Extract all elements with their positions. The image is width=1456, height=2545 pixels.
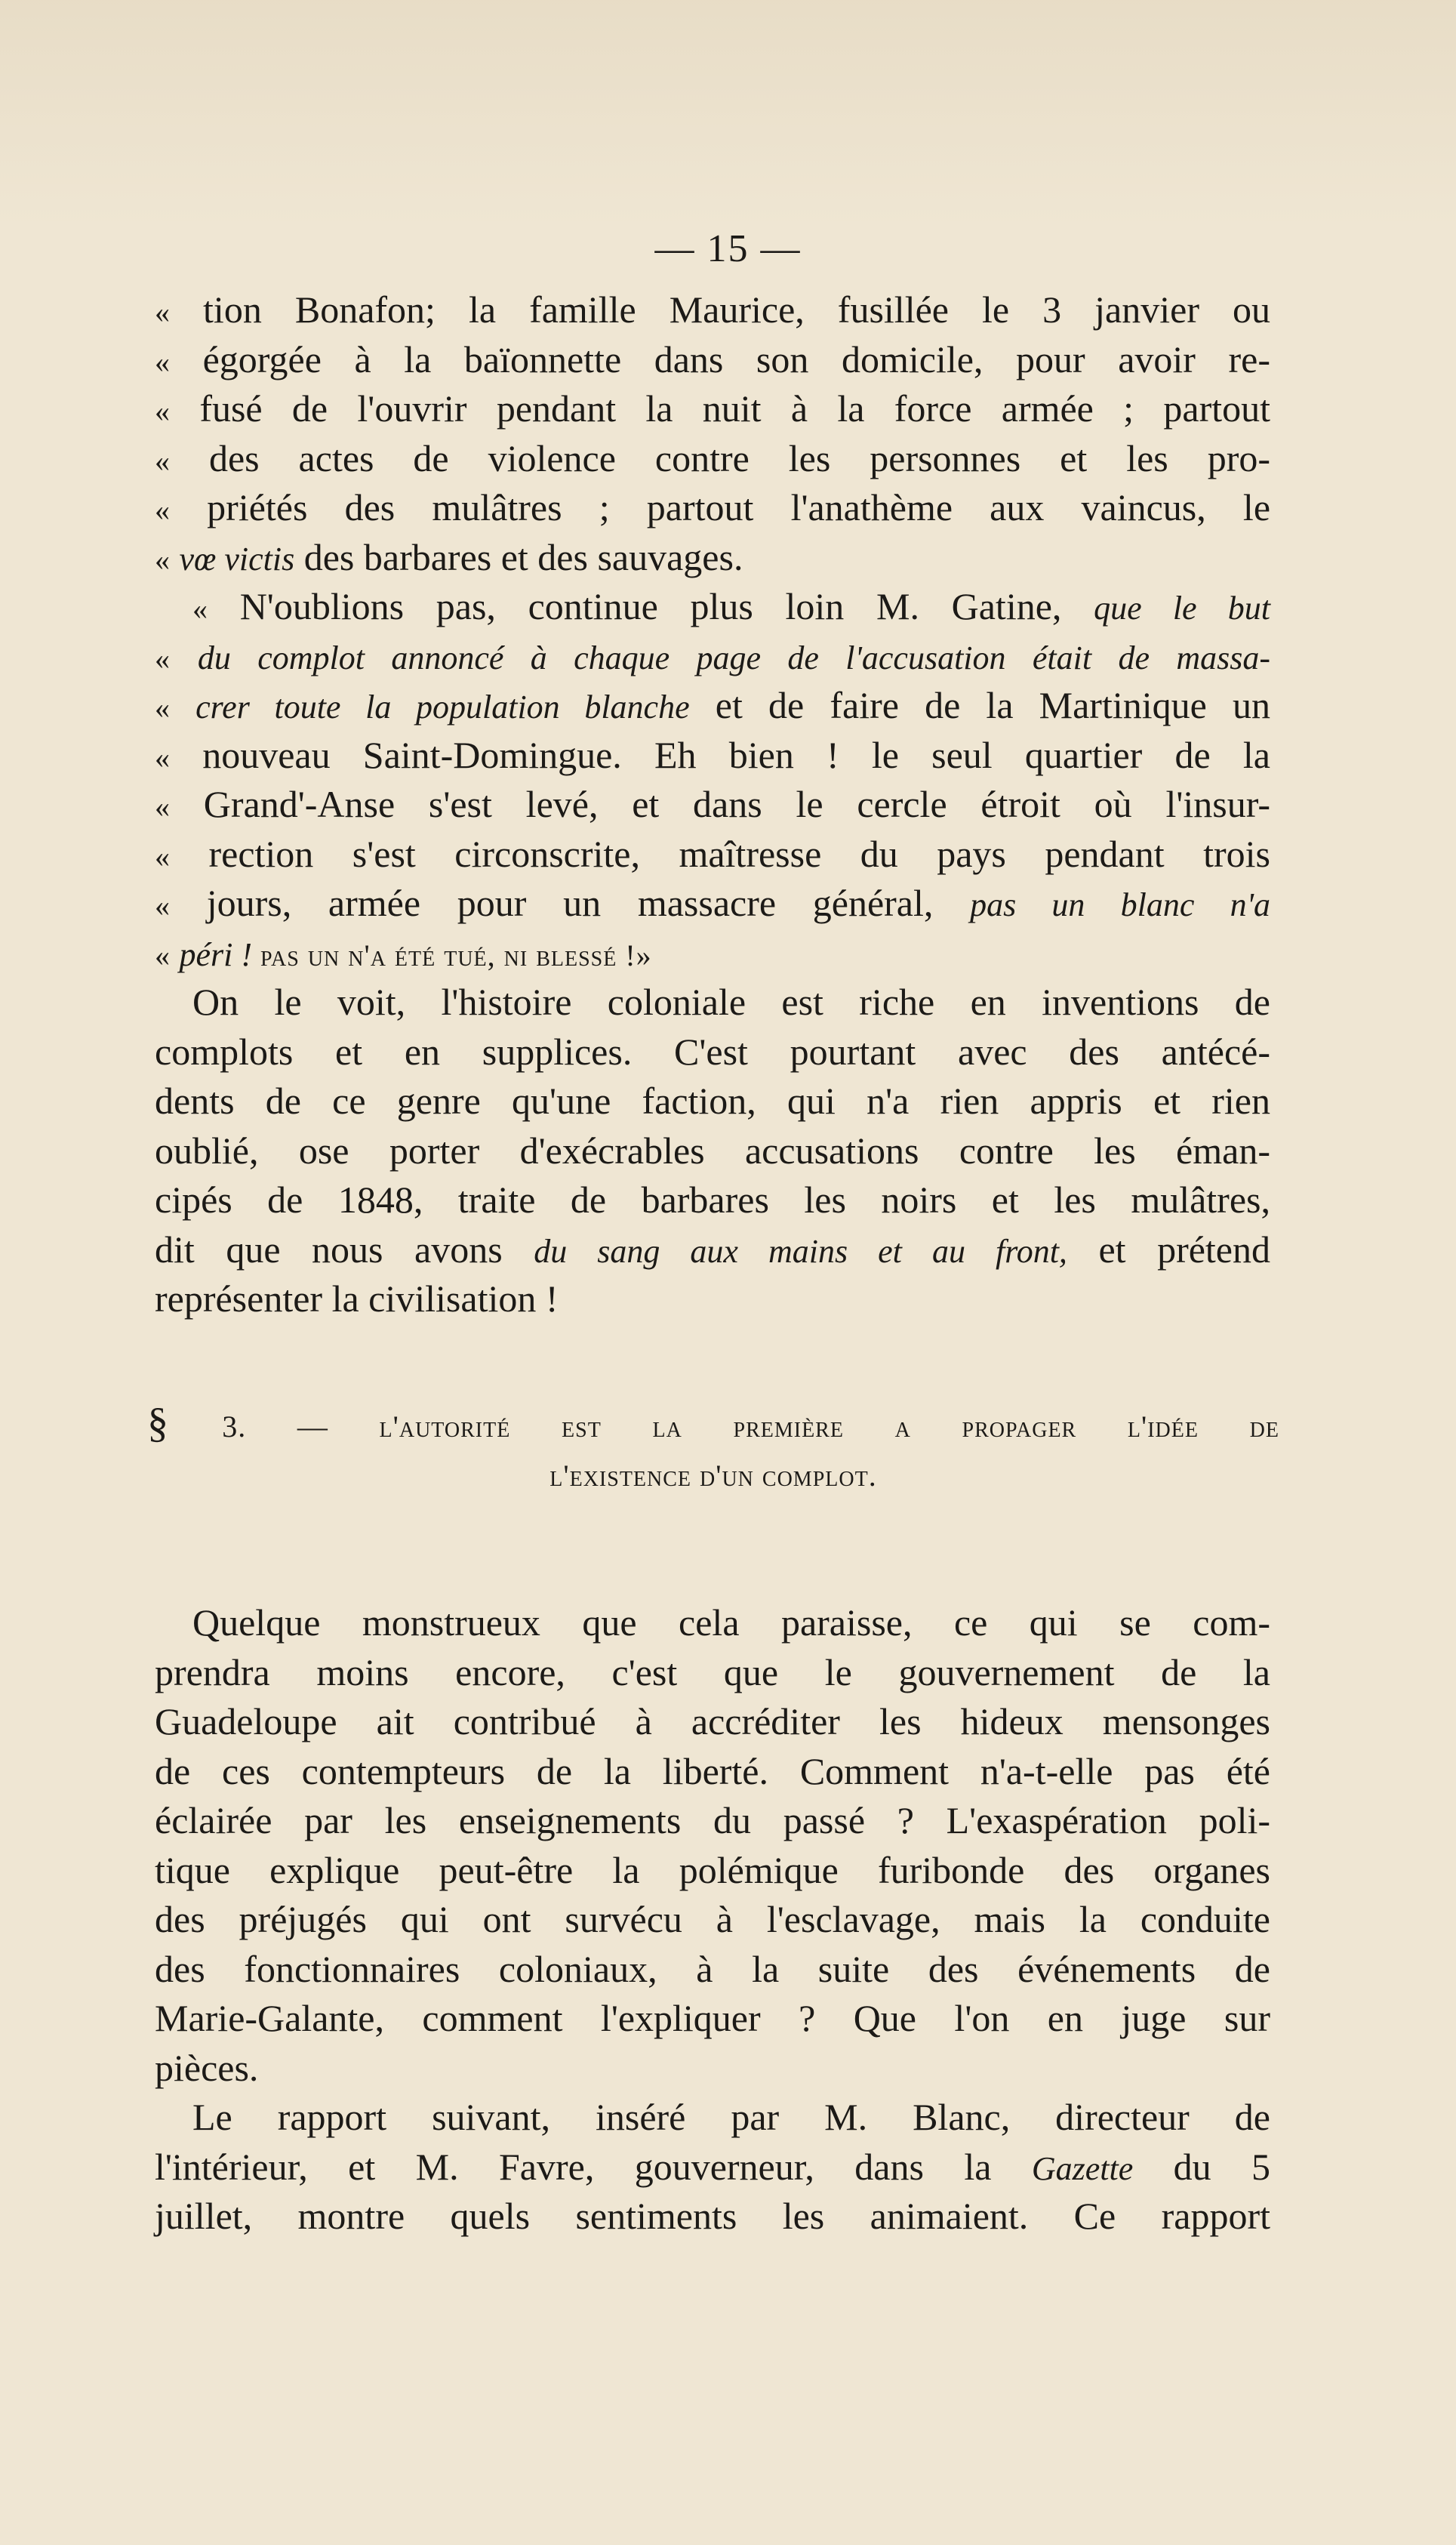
quote-line: « Grand'-Anse s'est levé, et dans le cercle étroit où l'insur- [155, 783, 1270, 825]
paragraph [155, 1598, 1270, 2093]
paragraph [155, 978, 1270, 1324]
quote-line: « rection s'est circonscrite, maîtresse du pays pendant trois [155, 832, 1271, 875]
quote-line: « des actes de violence contre les personnes et les pro- [155, 436, 1270, 479]
paragraph-line: cipés de 1848, traite de barbares les noirs et les mulâtres, [155, 1179, 1270, 1221]
paragraph-line: juillet, montre quels sentiments les animaient. Ce rapport [155, 2195, 1270, 2237]
paragraph-line: Quelque monstrueux que cela paraisse, ce qui se com- [192, 1601, 1270, 1644]
quote-line: « crer toute la population blanche et de faire de la Martinique un [155, 684, 1270, 726]
paragraph-line: des fonctionnaires coloniaux, à la suite des événements de [155, 1947, 1270, 1990]
quote-line: « égorgée à la baïonnette dans son domicile, pour avoir re- [155, 337, 1271, 381]
section-heading-line: § 3. — l'autorité est la première a propager l'idée de [147, 1400, 1279, 1447]
quote-line: « fusé de l'ouvrir pendant la nuit à la force armée ; partout [155, 387, 1271, 430]
paragraph-line: l'intérieur, et M. Favre, gouverneur, dans la Gazette du 5 [155, 2145, 1271, 2188]
paragraph-line: pièces. [155, 2046, 259, 2089]
paragraph-line: Le rapport suivant, inséré par M. Blanc, directeur de [192, 2096, 1270, 2138]
quote-line: « priétés des mulâtres ; partout l'anathème aux vaincus, le [155, 486, 1271, 528]
section-heading-line: l'existence d'un complot. [549, 1459, 877, 1493]
paragraph-line: tique explique peut-être la polémique furibonde des organes [155, 1848, 1270, 1891]
quote-line: « péri ! pas un n'a été tué, ni blessé !» [155, 935, 652, 973]
quote-block [155, 285, 1270, 978]
paragraph-line: de ces contempteurs de la liberté. Comment n'a-t-elle pas été [155, 1749, 1270, 1792]
paragraph-line: prendra moins encore, c'est que le gouvernement de la [155, 1650, 1270, 1693]
paragraph-line: éclairée par les enseignements du passé ? L'exaspération poli- [155, 1799, 1270, 1841]
section-symbol: § [147, 1400, 170, 1447]
paragraph-line: dit que nous avons du sang aux mains et au front, et prétend [155, 1228, 1271, 1271]
paragraph-line: représenter la civilisation ! [155, 1277, 559, 1320]
quote-line: « tion Bonafon; la famille Maurice, fusillée le 3 janvier ou [155, 288, 1270, 331]
quote-line: « nouveau Saint-Domingue. Eh bien ! le seul quartier de la [155, 733, 1270, 776]
quote-line: « N'oublions pas, continue plus loin M. Gatine, que le but [192, 585, 1271, 627]
paper-shading [0, 0, 1456, 226]
paragraph-line: oublié, ose porter d'exécrables accusations contre les éman- [155, 1129, 1270, 1172]
paragraph-line: Guadeloupe ait contribué à accréditer les hideux mensonges [155, 1700, 1270, 1742]
paragraph-line: dents de ce genre qu'une faction, qui n'a rien appris et rien [155, 1080, 1270, 1122]
paragraph [155, 2093, 1270, 2242]
page-number: — 15 — [654, 227, 802, 270]
quote-line: « du complot annoncé à chaque page de l'accusation était de massa- [155, 639, 1270, 676]
paragraph-line: On le voit, l'histoire coloniale est riche en inventions de [192, 981, 1270, 1023]
paragraph-line: des préjugés qui ont survécu à l'esclavage, mais la conduite [155, 1898, 1270, 1940]
paragraph-line: complots et en supplices. C'est pourtant avec des antécé- [155, 1030, 1270, 1073]
paragraph-line: Marie-Galante, comment l'expliquer ? Que l'on en juge sur [155, 1997, 1270, 2039]
section-heading [147, 1397, 1279, 1502]
quote-line: « jours, armée pour un massacre général, pas un blanc n'a [155, 882, 1271, 924]
quote-line: « vœ victis des barbares et des sauvages. [155, 535, 743, 578]
